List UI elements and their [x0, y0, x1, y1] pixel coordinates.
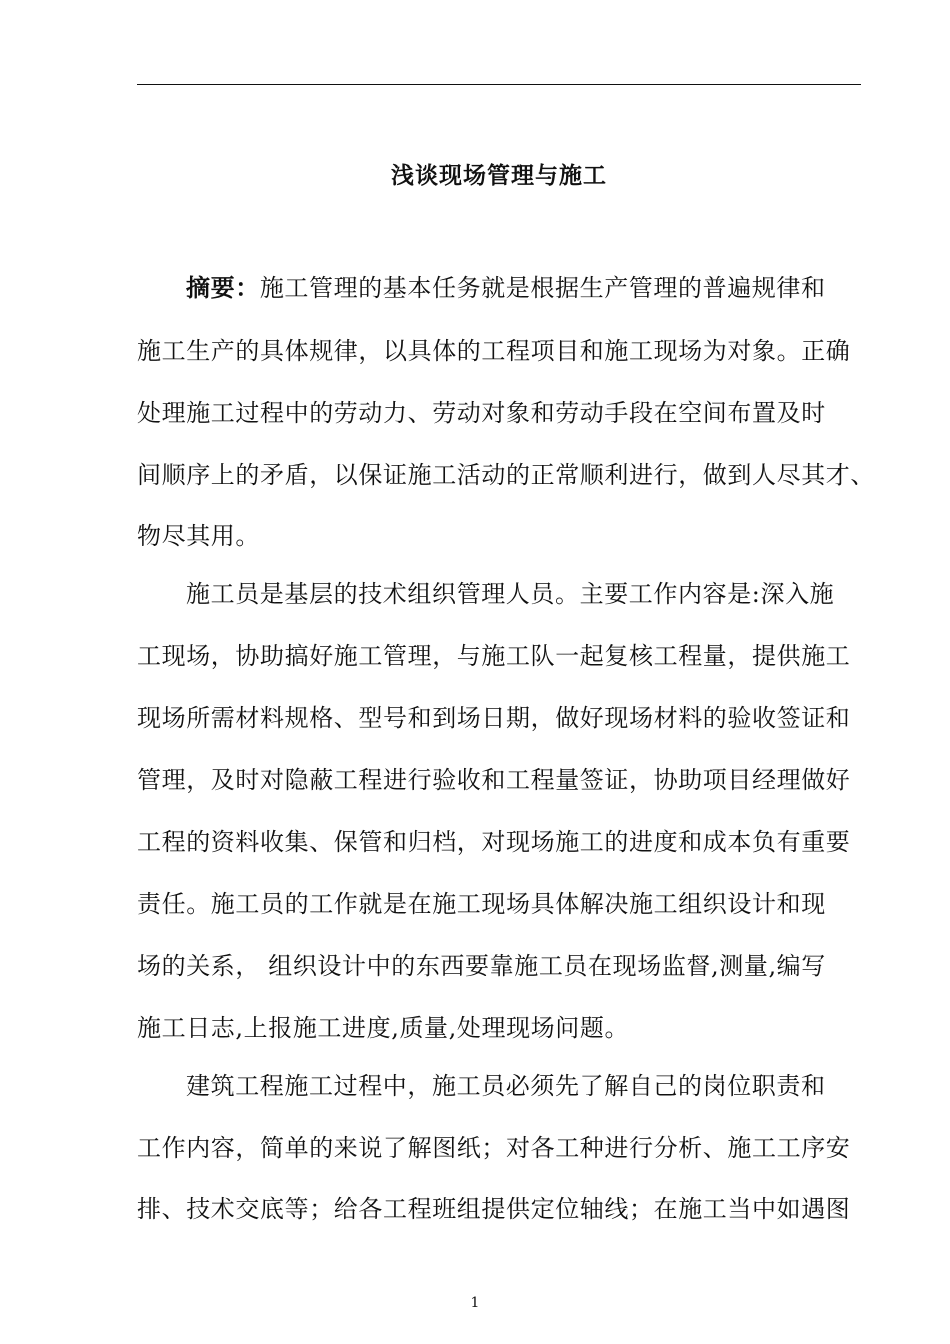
text-line: 施工日志,上报施工进度,质量,处理现场问题。 [137, 1014, 630, 1042]
text-line: 建筑工程施工过程中，施工员必须先了解自己的岗位职责和 [186, 1072, 826, 1100]
text-line: 施工生产的具体规律，以具体的工程项目和施工现场为对象。正确 [137, 337, 851, 365]
header-rule [137, 84, 861, 85]
text-line: 责任。施工员的工作就是在施工现场具体解决施工组织设计和现 [137, 890, 826, 918]
text-line: 场的关系， 组织设计中的东西要靠施工员在现场监督,测量,编写 [137, 952, 826, 980]
page-number: 1 [470, 1295, 480, 1311]
text-line: 工作内容，简单的来说了解图纸；对各工种进行分析、施工工序安 [137, 1134, 851, 1162]
text-line: 施工管理的基本任务就是根据生产管理的普遍规律和 [259, 274, 826, 302]
text-line: 管理，及时对隐蔽工程进行验收和工程量签证，协助项目经理做好 [137, 766, 851, 794]
text-line: 间顺序上的矛盾，以保证施工活动的正常顺利进行，做到人尽其才、 [137, 461, 875, 489]
text-line: 工现场，协助搞好施工管理，与施工队一起复核工程量，提供施工 [137, 642, 851, 670]
text-line: 现场所需材料规格、型号和到场日期，做好现场材料的验收签证和 [137, 704, 851, 732]
text-line: 排、技术交底等；给各工程班组提供定位轴线；在施工当中如遇图 [137, 1195, 851, 1223]
abstract-first-line [186, 272, 826, 304]
text-line: 处理施工过程中的劳动力、劳动对象和劳动手段在空间布置及时 [137, 399, 826, 427]
text-line: 物尽其用。 [137, 522, 260, 550]
document-title: 浅谈现场管理与施工 [391, 162, 607, 189]
abstract-label: 摘要： [186, 273, 260, 302]
text-line: 施工员是基层的技术组织管理人员。主要工作内容是:深入施 [186, 580, 835, 608]
text-line: 工程的资料收集、保管和归档，对现场施工的进度和成本负有重要 [137, 828, 851, 856]
